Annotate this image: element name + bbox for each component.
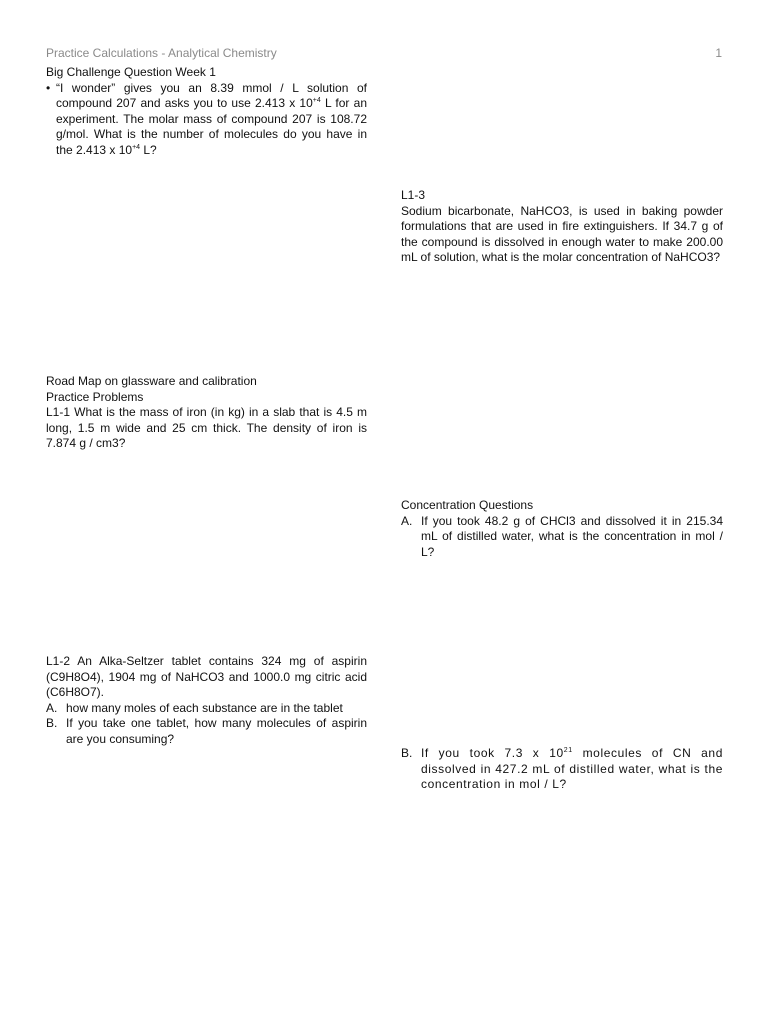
concentration-heading: Concentration Questions — [401, 498, 534, 512]
l1-1-question: L1-1 What is the mass of iron (in kg) in a slab that is 4.5 m long, 1.5 m wide and 25 cm thick. The density of iron is 7.874 g / cm3? — [46, 405, 367, 451]
exponent: 21 — [563, 747, 573, 754]
big-challenge-section — [46, 65, 367, 159]
bullet-marker: • — [46, 80, 51, 95]
question-text-part: “I wonder” gives you an 8.39 mmol / L solution of compound 207 and asks you to use 2.413 x 10 — [56, 80, 367, 111]
list-marker: B. — [46, 716, 58, 731]
exponent: +4 — [132, 143, 141, 151]
concentration-section — [401, 498, 723, 560]
big-challenge-question-text — [56, 81, 367, 159]
exponent: +4 — [312, 97, 321, 105]
document-header-title: Practice Calculations - Analytical Chemistry — [46, 46, 277, 60]
road-map-heading: Road Map on glassware and calibration — [46, 374, 257, 388]
l1-3-question: Sodium bicarbonate, NaHCO3, is used in baking powder formulations that are used in fire extinguishers. If 34.7 g of the compound is dissolved in enough water to make 200.00 mL of solution, what is the molar concentration of NaHCO3? — [401, 203, 723, 265]
l1-2-section — [46, 654, 367, 748]
page-number: 1 — [715, 46, 722, 60]
question-text-part: molecules of CN and dissolved in 427.2 mL of distilled water, what is the concentration in mol / L? — [421, 746, 723, 792]
question-text-part: L for an experiment. The molar mass of compound 207 is 108.72 g/mol. What is the number of molecules do you have in the 2.413 x 10 — [56, 96, 367, 157]
road-map-section — [46, 374, 367, 452]
question-text-part: L? — [140, 142, 157, 157]
list-marker: A. — [401, 513, 413, 528]
l1-2-question-a-text: how many moles of each substance are in the tablet — [66, 700, 343, 715]
concentration-question-a-text: If you took 48.2 g of CHCl3 and dissolved it in 215.34 mL of distilled water, what is the concentration in mol / L? — [421, 513, 723, 559]
question-text-part: If you took 7.3 x 10 — [421, 746, 564, 760]
concentration-question-a — [401, 514, 723, 561]
list-marker: A. — [46, 700, 58, 715]
big-challenge-heading: Big Challenge Question Week 1 — [46, 65, 216, 79]
concentration-question-b — [401, 746, 723, 793]
l1-2-question-b-text: If you take one tablet, how many molecules of aspirin are you consuming? — [66, 716, 367, 746]
l1-3-heading: L1-3 — [401, 188, 426, 202]
concentration-question-b-text — [421, 746, 723, 793]
list-marker: B. — [401, 746, 413, 760]
l1-2-question-a — [46, 701, 367, 717]
l1-2-question-b — [46, 716, 367, 747]
l1-2-question: L1-2 An Alka-Seltzer tablet contains 324 mg of aspirin (C9H8O4), 1904 mg of NaHCO3 and 1000.0 mg citric acid (C6H8O7). — [46, 654, 367, 700]
concentration-question-b-section — [401, 746, 723, 793]
practice-problems-heading: Practice Problems — [46, 389, 144, 404]
big-challenge-question — [46, 81, 367, 159]
l1-3-section — [401, 188, 723, 266]
